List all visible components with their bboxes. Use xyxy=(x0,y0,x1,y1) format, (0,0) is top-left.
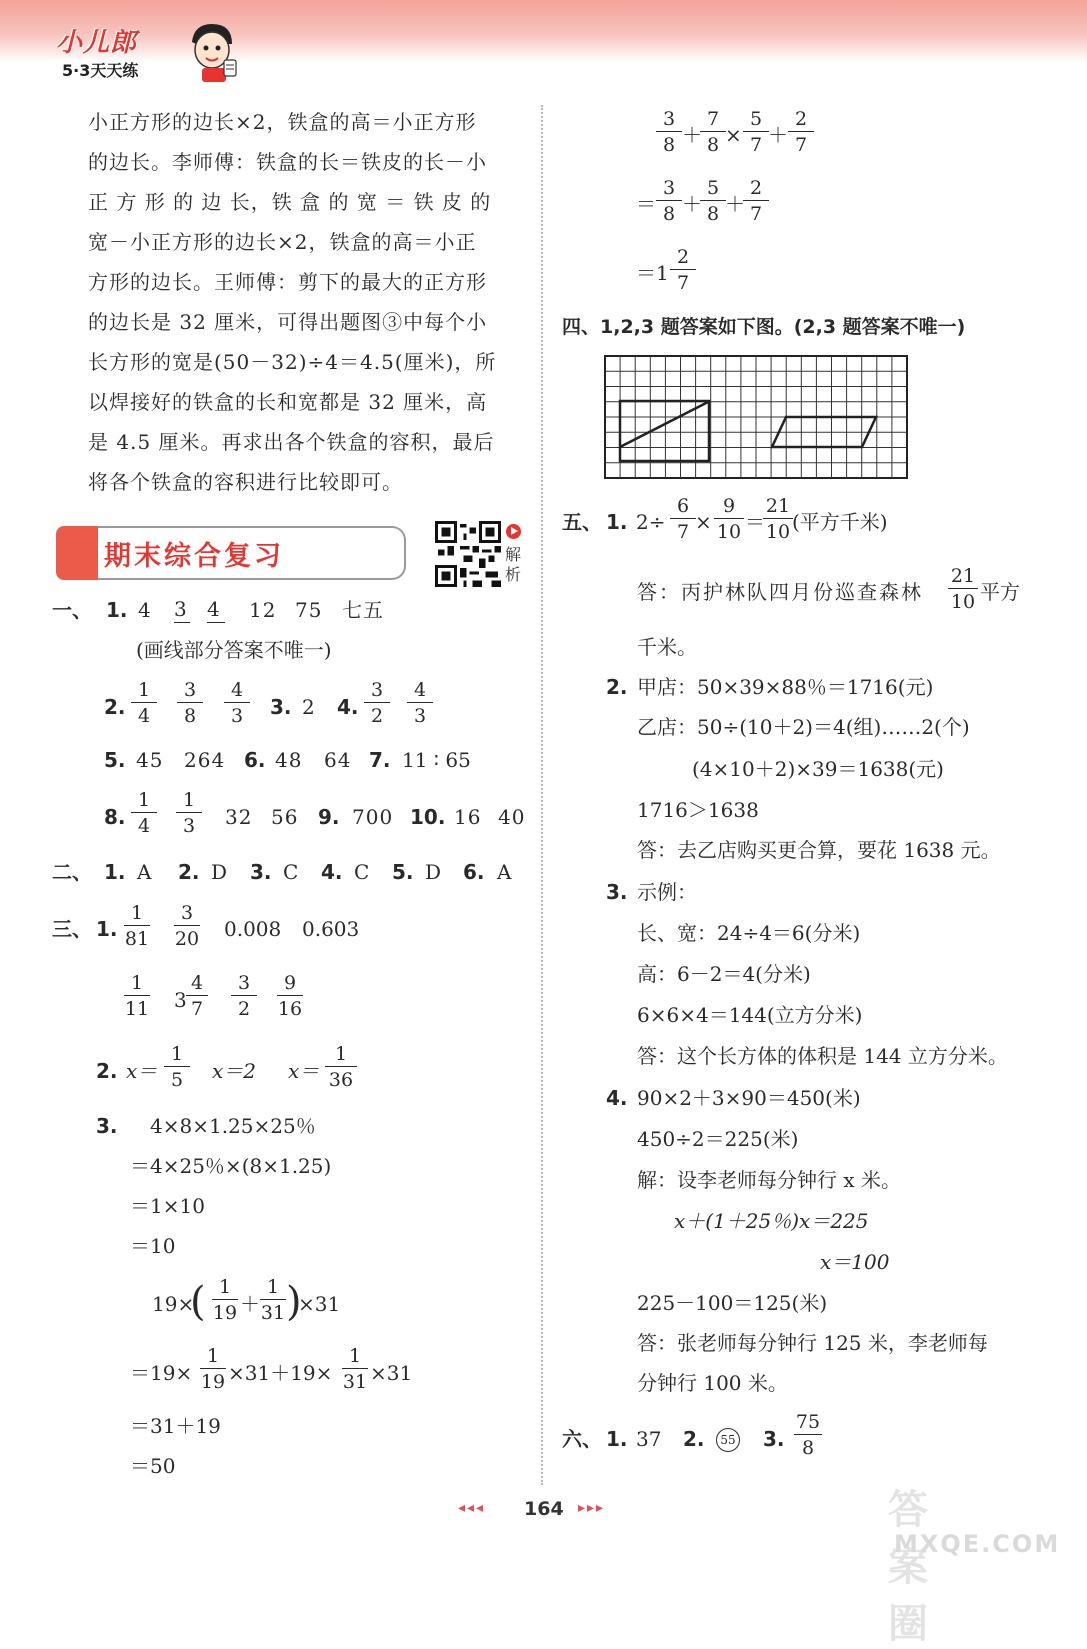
q3-answer: 2 xyxy=(302,695,315,719)
expr-fraction: 5 7 xyxy=(743,108,769,156)
p3-q1-mixed-whole: 3 xyxy=(174,988,187,1012)
paragraph-line: 的边长。李师傅：铁盒的长＝铁皮的长－小 xyxy=(88,150,487,174)
p3-q1-fraction: 9 16 xyxy=(277,972,303,1020)
p6-q2-number: 2. xyxy=(683,1427,705,1451)
expr-operator: × xyxy=(725,123,742,147)
mascot-icon xyxy=(180,20,240,84)
page-prev-arrows: ◂◂◂ xyxy=(458,1500,486,1516)
choice-number: 5. xyxy=(392,860,414,884)
p5-q4-line: 分钟行 100 米。 xyxy=(637,1371,788,1395)
expr-operator: ＋ xyxy=(725,192,745,216)
p3-q1-mixed-fraction: 4 7 xyxy=(186,972,208,1020)
part6-label: 六、 xyxy=(562,1427,602,1451)
series-name: 5·3天天练 xyxy=(62,61,139,80)
p5-q4-number: 4. xyxy=(606,1086,628,1110)
paragraph-line: 方形的边长。王师傅：剪下的最大的正方形 xyxy=(88,270,487,294)
choice-answer: A xyxy=(137,860,152,884)
q6-number: 6. xyxy=(244,748,266,772)
p5-q4-line: x＋(1＋25％)x＝225 xyxy=(674,1209,869,1233)
grid-drawing xyxy=(604,355,908,479)
qr-code-icon[interactable] xyxy=(433,521,503,587)
p5-q4-line: 90×2＋3×90＝450(米) xyxy=(637,1086,861,1110)
q1-underlined-answer: 4 xyxy=(207,596,225,623)
p3-q3b-step: ×31 xyxy=(370,1361,413,1385)
qr-label: 解析 xyxy=(505,545,522,584)
p5-q1-equals: ＝ xyxy=(745,510,765,534)
p3-q3-step: ＝10 xyxy=(130,1234,176,1258)
p3-q3b-expression: 19× xyxy=(152,1292,195,1316)
q2-fraction: 4 3 xyxy=(224,679,250,727)
p3-q3b-fraction: 1 31 xyxy=(342,1345,368,1393)
q5-answer: 264 xyxy=(184,748,226,772)
p5-q1-fraction: 21 10 xyxy=(763,495,793,543)
q5-answer: 45 xyxy=(136,748,164,772)
p5-q4-line: 450÷2＝225(米) xyxy=(637,1127,799,1151)
q8-fraction: 1 4 xyxy=(131,789,157,837)
q2-number: 2. xyxy=(104,695,126,719)
p3-q2-equation: x＝ xyxy=(288,1059,320,1083)
p5-q2-line: (4×10＋2)×39＝1638(元) xyxy=(692,757,944,781)
paragraph-line: 以焊接好的铁盒的长和宽都是 32 厘米，高 xyxy=(88,390,488,414)
p5-q1-number: 1. xyxy=(606,510,628,534)
part4-heading: 四、1,2,3 题答案如下图。(2,3 题答案不唯一) xyxy=(562,316,966,338)
q9-number: 9. xyxy=(318,805,340,829)
choice-number: 3. xyxy=(250,860,272,884)
page-next-arrows: ▸▸▸ xyxy=(578,1500,606,1516)
expr-fraction: 2 7 xyxy=(788,108,814,156)
paragraph-line: 正 方 形 的 边 长，铁 盒 的 宽 ＝ 铁 皮 的 xyxy=(88,190,492,214)
p5-q4-line: x＝100 xyxy=(820,1250,890,1274)
p3-q2-equation: x＝ xyxy=(126,1059,158,1083)
p6-q2-answer: 55 xyxy=(716,1428,740,1452)
watermark-url: MXQE.COM xyxy=(894,1530,1061,1558)
p3-q2-number: 2. xyxy=(96,1059,118,1083)
choice-answer: A xyxy=(497,860,512,884)
paragraph-line: 小正方形的边长×2，铁盒的高＝小正方形 xyxy=(88,110,477,134)
p3-q3b-step: ＝19× xyxy=(130,1361,193,1385)
part3-label: 三、 xyxy=(52,917,92,941)
part5-label: 五、 xyxy=(562,510,602,534)
p5-q2-line: 乙店：50÷(10＋2)＝4(组)……2(个) xyxy=(637,715,970,739)
p3-q2-equation: x＝2 xyxy=(212,1059,257,1083)
q8-number: 8. xyxy=(104,805,126,829)
choice-number: 6. xyxy=(463,860,485,884)
p3-q3-step: ＝4×25％×(8×1.25) xyxy=(130,1154,332,1178)
p5-q1-fraction: 9 10 xyxy=(714,495,744,543)
p5-q4-line: 解：设李老师每分钟行 x 米。 xyxy=(637,1168,901,1192)
q2-fraction: 1 4 xyxy=(131,679,157,727)
q6-answer: 48 xyxy=(275,748,303,772)
p5-q1-expression: 2÷ xyxy=(636,510,666,534)
expr-result: ＝1 xyxy=(636,261,669,285)
q6-answer: 64 xyxy=(324,748,352,772)
q1-answer: 4 xyxy=(138,598,152,622)
p5-q3-line: 长、宽：24÷4＝6(分米) xyxy=(637,921,861,945)
choice-answer: C xyxy=(354,860,370,884)
p6-q3-fraction: 75 8 xyxy=(795,1411,821,1459)
q4-fraction: 4 3 xyxy=(407,679,433,727)
brand-logo xyxy=(50,20,220,84)
p6-q3-number: 3. xyxy=(763,1427,785,1451)
choice-number: 2. xyxy=(178,860,200,884)
p3-q1-answer: 0.603 xyxy=(302,917,360,941)
choice-number: 4. xyxy=(321,860,343,884)
q9-answer: 700 xyxy=(352,805,394,829)
expr-fraction: 5 8 xyxy=(700,177,726,225)
section-title: 期末综合复习 xyxy=(104,541,284,572)
p6-q1-number: 1. xyxy=(606,1427,628,1451)
expr-fraction: 2 7 xyxy=(670,246,696,294)
p5-q2-line: 答：去乙店购买更合算，要花 1638 元。 xyxy=(637,838,1001,862)
p5-q3-line: 6×6×4＝144(立方分米) xyxy=(637,1003,863,1027)
q2-fraction: 3 8 xyxy=(177,679,203,727)
q7-answer: 11 ∶ 65 xyxy=(402,748,471,772)
p3-q3b-operator: ＋ xyxy=(240,1292,260,1316)
paragraph-line: 将各个铁盒的容积进行比较即可。 xyxy=(88,470,403,494)
right-paren: ) xyxy=(286,1279,302,1325)
p5-q1-fraction: 6 7 xyxy=(670,495,696,543)
p3-q2-fraction: 1 5 xyxy=(164,1043,190,1091)
q4-number: 4. xyxy=(337,695,359,719)
p5-q1-answer: 答：丙护林队四月份巡查森林 xyxy=(637,580,923,604)
q5-number: 5. xyxy=(104,748,126,772)
p3-q3b-fraction: 1 31 xyxy=(260,1276,286,1324)
p3-q1-fraction: 1 81 xyxy=(124,902,150,950)
p5-q3-line: 答：这个长方体的体积是 144 立方分米。 xyxy=(637,1044,1008,1068)
q8-answer: 56 xyxy=(271,805,299,829)
p3-q3-step: ＝1×10 xyxy=(130,1194,205,1218)
q1-note: (画线部分答案不唯一) xyxy=(136,638,332,662)
choice-number: 1. xyxy=(104,860,126,884)
column-divider xyxy=(541,105,543,1485)
p5-q2-number: 2. xyxy=(606,675,628,699)
p5-q1-answer: 千米。 xyxy=(637,635,697,659)
q1-number: 1. xyxy=(106,598,128,622)
q8-answer: 32 xyxy=(225,805,253,829)
choice-answer: C xyxy=(283,860,299,884)
q4-fraction: 3 2 xyxy=(364,679,390,727)
expr-fraction: 3 8 xyxy=(656,108,682,156)
p5-q1-unit: (平方千米) xyxy=(792,510,888,534)
p5-q3-line: 高：6－2＝4(分米) xyxy=(637,962,811,986)
p3-q3b-expression: ×31 xyxy=(298,1292,341,1316)
p3-q2-fraction: 1 36 xyxy=(325,1043,357,1091)
part1-label: 一、 xyxy=(52,598,92,622)
expr-fraction: 2 7 xyxy=(743,177,769,225)
p5-q1-operator: × xyxy=(695,510,712,534)
p3-q1-fraction: 1 11 xyxy=(124,972,150,1020)
p5-q3-line: 示例： xyxy=(637,880,697,904)
q1-answer: 12 xyxy=(249,598,277,622)
p3-q1-number: 1. xyxy=(96,917,118,941)
expr-equals: ＝ xyxy=(636,192,656,216)
p3-q1-answer: 0.008 xyxy=(224,917,282,941)
expr-operator: ＋ xyxy=(768,123,788,147)
p5-q4-line: 答：张老师每分钟行 125 米，李老师每 xyxy=(637,1331,988,1355)
p6-q1-answer: 37 xyxy=(636,1427,662,1451)
p3-q1-fraction: 3 2 xyxy=(231,972,257,1020)
p3-q3b-step: ＝31＋19 xyxy=(130,1414,221,1438)
p5-q2-line: 1716＞1638 xyxy=(637,798,759,822)
p3-q3-number: 3. xyxy=(96,1114,118,1138)
p5-q3-number: 3. xyxy=(606,880,628,904)
p3-q3b-fraction: 1 19 xyxy=(212,1276,238,1324)
p3-q3b-fraction: 1 19 xyxy=(200,1345,226,1393)
q7-number: 7. xyxy=(369,748,391,772)
choice-answer: D xyxy=(425,860,442,884)
q1-underlined-answer: 3 xyxy=(174,596,190,623)
p3-q3b-step: ＝50 xyxy=(130,1454,176,1478)
q1-answer: 75 xyxy=(295,598,323,622)
paragraph-line: 宽－小正方形的边长×2，铁盒的高＝小正 xyxy=(88,230,477,254)
expr-operator: ＋ xyxy=(682,123,702,147)
q10-answer: 40 xyxy=(498,805,526,829)
q10-number: 10. xyxy=(410,805,446,829)
expr-fraction: 7 8 xyxy=(700,108,726,156)
p3-q1-fraction: 3 20 xyxy=(174,902,200,950)
p3-q3-step: 4×8×1.25×25％ xyxy=(150,1114,316,1138)
expr-operator: ＋ xyxy=(682,192,702,216)
p5-q4-line: 225－100＝125(米) xyxy=(637,1291,828,1315)
play-icon[interactable] xyxy=(506,524,521,539)
p3-q3b-step: ×31＋19× xyxy=(228,1361,333,1385)
paragraph-line: 的边长是 32 厘米，可得出题图③中每个小 xyxy=(88,310,488,334)
brand-name: 小儿郎 xyxy=(56,28,138,58)
paragraph-line: 长方形的宽是(50－32)÷4＝4.5(厘米)，所 xyxy=(88,350,497,374)
choice-answer: D xyxy=(211,860,228,884)
p5-q2-line: 甲店：50×39×88％＝1716(元) xyxy=(637,675,934,699)
q10-answer: 16 xyxy=(454,805,482,829)
left-paren: ( xyxy=(190,1279,206,1325)
expr-fraction: 3 8 xyxy=(656,177,682,225)
page-number: 164 xyxy=(524,1498,564,1520)
part2-label: 二、 xyxy=(52,860,92,884)
p5-q1-answer: 平方 xyxy=(980,580,1020,604)
p5-q1-answer-fraction: 21 10 xyxy=(948,565,978,613)
section-accent xyxy=(56,526,100,580)
watermark-text: 答案圈 xyxy=(888,1487,930,1647)
q1-answer: 七五 xyxy=(342,598,384,622)
paragraph-line: 是 4.5 厘米。再求出各个铁盒的容积，最后 xyxy=(88,430,495,454)
q3-number: 3. xyxy=(270,695,292,719)
q8-fraction: 1 3 xyxy=(176,789,202,837)
